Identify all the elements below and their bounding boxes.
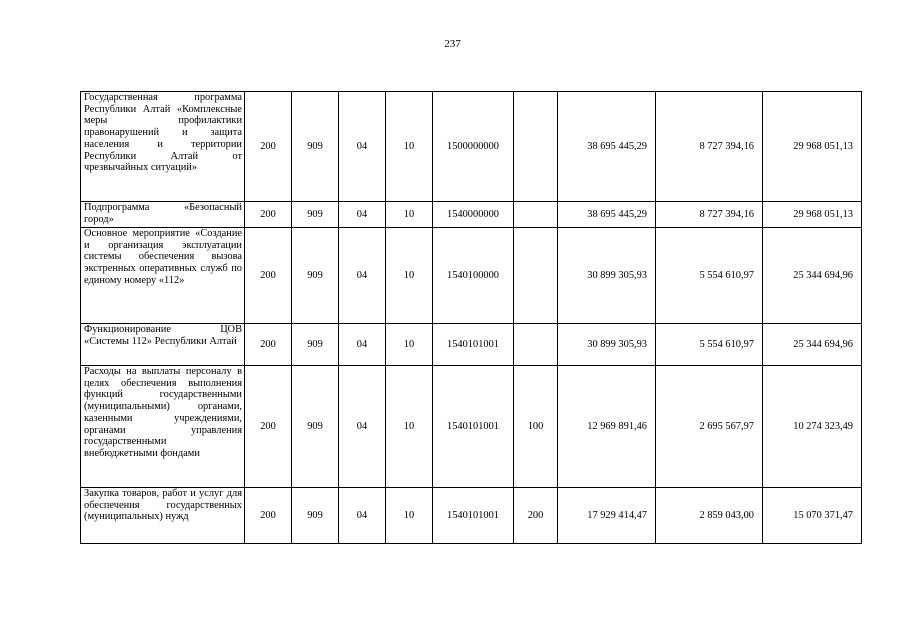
- razdel-cell: 04: [339, 228, 386, 324]
- grbs-cell: 200: [245, 366, 292, 488]
- federal-amount: 5 554 610,97: [656, 228, 763, 324]
- csr-cell: 1540101001: [433, 366, 514, 488]
- grbs-cell: 200: [245, 324, 292, 366]
- regional-amount: 25 344 694,96: [763, 324, 862, 366]
- podrazdel-cell: 10: [386, 92, 433, 202]
- table-row: [81, 324, 862, 366]
- row-name: Закупка товаров, работ и услуг для обеспечения государственных (муниципальных) нужд: [81, 488, 245, 544]
- grbs-cell: 200: [245, 92, 292, 202]
- csr-cell: 1540101001: [433, 324, 514, 366]
- total-amount: 30 899 305,93: [558, 324, 656, 366]
- total-amount: 12 969 891,46: [558, 366, 656, 488]
- csr-cell: 1500000000: [433, 92, 514, 202]
- regional-amount: 29 968 051,13: [763, 92, 862, 202]
- total-amount: 30 899 305,93: [558, 228, 656, 324]
- regional-amount: 15 070 371,47: [763, 488, 862, 544]
- podrazdel-cell: 10: [386, 488, 433, 544]
- row-name: Основное мероприятие «Создание и организация эксплуатации системы обеспечения вызова экстренных оперативных служб по единому номеру «112»: [81, 228, 245, 324]
- vr-cell: 200: [514, 488, 558, 544]
- ved-cell: 909: [292, 228, 339, 324]
- table-row: [81, 92, 862, 202]
- csr-cell: 1540000000: [433, 202, 514, 228]
- razdel-cell: 04: [339, 92, 386, 202]
- podrazdel-cell: 10: [386, 324, 433, 366]
- csr-cell: 1540101001: [433, 488, 514, 544]
- vr-cell: [514, 202, 558, 228]
- ved-cell: 909: [292, 324, 339, 366]
- regional-amount: 29 968 051,13: [763, 202, 862, 228]
- federal-amount: 2 695 567,97: [656, 366, 763, 488]
- csr-cell: 1540100000: [433, 228, 514, 324]
- ved-cell: 909: [292, 488, 339, 544]
- table-row: [81, 488, 862, 544]
- vr-cell: 100: [514, 366, 558, 488]
- row-name: Государственная программа Республики Алтай «Комплексные меры профилактики правонарушений и защита населения и территории Республики Алтай от чрезвычайных ситуаций»: [81, 92, 245, 202]
- regional-amount: 25 344 694,96: [763, 228, 862, 324]
- razdel-cell: 04: [339, 366, 386, 488]
- budget-table: [80, 91, 862, 544]
- federal-amount: 8 727 394,16: [656, 202, 763, 228]
- podrazdel-cell: 10: [386, 202, 433, 228]
- total-amount: 38 695 445,29: [558, 92, 656, 202]
- vr-cell: [514, 324, 558, 366]
- total-amount: 17 929 414,47: [558, 488, 656, 544]
- razdel-cell: 04: [339, 202, 386, 228]
- podrazdel-cell: 10: [386, 228, 433, 324]
- federal-amount: 5 554 610,97: [656, 324, 763, 366]
- ved-cell: 909: [292, 366, 339, 488]
- grbs-cell: 200: [245, 488, 292, 544]
- table-row: [81, 366, 862, 488]
- federal-amount: 2 859 043,00: [656, 488, 763, 544]
- vr-cell: [514, 228, 558, 324]
- grbs-cell: 200: [245, 228, 292, 324]
- table-row: [81, 228, 862, 324]
- regional-amount: 10 274 323,49: [763, 366, 862, 488]
- row-name: Функционирование ЦОВ «Системы 112» Республики Алтай: [81, 324, 245, 366]
- table-row: [81, 202, 862, 228]
- ved-cell: 909: [292, 202, 339, 228]
- grbs-cell: 200: [245, 202, 292, 228]
- podrazdel-cell: 10: [386, 366, 433, 488]
- row-name: Подпрограмма «Безопасный город»: [81, 202, 245, 228]
- federal-amount: 8 727 394,16: [656, 92, 763, 202]
- row-name: Расходы на выплаты персоналу в целях обеспечения выполнения функций государственными (муниципальными) органами, казенными учреждениями, органами управления государственными внебюджетными фондами: [81, 366, 245, 488]
- razdel-cell: 04: [339, 324, 386, 366]
- razdel-cell: 04: [339, 488, 386, 544]
- ved-cell: 909: [292, 92, 339, 202]
- page-number: 237: [444, 38, 461, 50]
- vr-cell: [514, 92, 558, 202]
- total-amount: 38 695 445,29: [558, 202, 656, 228]
